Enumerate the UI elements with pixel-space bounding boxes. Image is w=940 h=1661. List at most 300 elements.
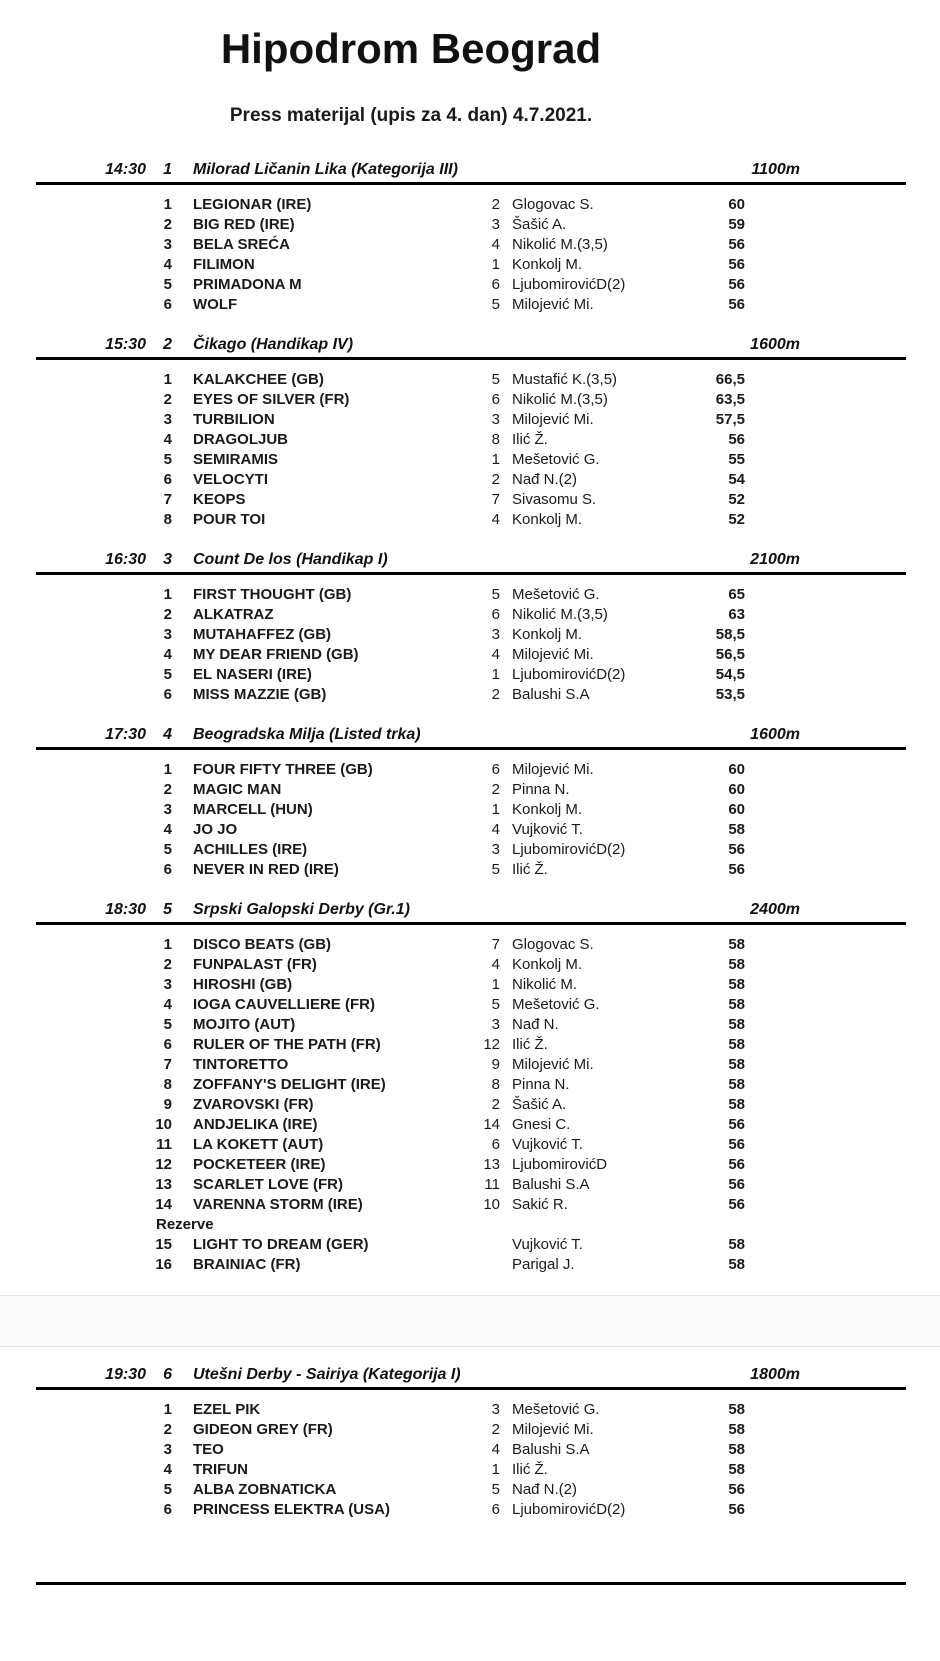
row-spacer xyxy=(745,195,906,215)
horse-name: MOJITO (AUT) xyxy=(193,1016,296,1033)
horse-name: TEO xyxy=(193,1441,224,1458)
header-spacer xyxy=(800,550,906,570)
race-section xyxy=(36,1365,906,1520)
weight-value: 56 xyxy=(728,1116,745,1133)
weight-value: 60 xyxy=(728,196,745,213)
entry-row xyxy=(36,995,906,1015)
entry-row xyxy=(36,605,906,625)
row-spacer xyxy=(745,430,906,450)
entry-number: 5 xyxy=(163,841,172,858)
entry-row xyxy=(36,840,906,860)
horse-name: KALAKCHEE (GB) xyxy=(193,371,324,388)
weight-value: 56 xyxy=(728,1196,745,1213)
row-spacer xyxy=(745,780,906,800)
row-spacer xyxy=(745,510,906,530)
race-header xyxy=(36,725,906,745)
entry-row xyxy=(36,975,906,995)
row-spacer xyxy=(745,1195,906,1215)
draw-number: 2 xyxy=(491,1096,500,1113)
weight-value: 60 xyxy=(728,801,745,818)
jockey-name: Mešetović G. xyxy=(512,451,600,468)
draw-number: 4 xyxy=(491,511,500,528)
entry-number: 6 xyxy=(163,1036,172,1053)
page-break xyxy=(0,1295,940,1347)
jockey-name: Pinna N. xyxy=(512,1076,570,1093)
jockey-name: Nađ N.(2) xyxy=(512,1481,578,1498)
horse-name: TURBILION xyxy=(193,411,275,428)
draw-number: 6 xyxy=(491,391,500,408)
entry-row xyxy=(36,490,906,510)
jockey-name: Balushi S.A xyxy=(512,1441,590,1458)
weight-value: 58 xyxy=(728,996,745,1013)
draw-number: 4 xyxy=(491,1441,500,1458)
entry-row xyxy=(36,1135,906,1155)
weight-value: 55 xyxy=(728,451,745,468)
entry-number: 2 xyxy=(163,606,172,623)
entry-number: 5 xyxy=(163,1481,172,1498)
entry-row xyxy=(36,955,906,975)
race-number: 3 xyxy=(163,551,172,568)
weight-value: 56 xyxy=(728,1136,745,1153)
entry-row xyxy=(36,1255,906,1275)
horse-name: WOLF xyxy=(193,296,238,313)
entry-number: 4 xyxy=(163,1461,172,1478)
draw-number: 1 xyxy=(491,801,500,818)
jockey-name: Mustafić K.(3,5) xyxy=(512,371,618,388)
row-spacer xyxy=(745,235,906,255)
entry-number: 3 xyxy=(163,801,172,818)
horse-name: HIROSHI (GB) xyxy=(193,976,293,993)
race-name: Srpski Galopski Derby (Gr.1) xyxy=(193,901,410,918)
horse-name: PRIMADONA M xyxy=(193,276,302,293)
entry-row xyxy=(36,625,906,645)
page-title: Hipodrom Beograd xyxy=(220,25,602,72)
horse-name: LIGHT TO DREAM (GER) xyxy=(193,1236,369,1253)
jockey-name: Glogovac S. xyxy=(512,936,594,953)
race-header xyxy=(36,1365,906,1385)
weight-value: 58,5 xyxy=(715,626,745,643)
entry-row xyxy=(36,1015,906,1035)
race-header-rule xyxy=(36,572,906,575)
jockey-name: Vujković T. xyxy=(512,821,583,838)
horse-name: LA KOKETT (AUT) xyxy=(193,1136,324,1153)
row-spacer xyxy=(745,820,906,840)
jockey-name: Milojević Mi. xyxy=(512,296,594,313)
draw-number: 3 xyxy=(491,1016,500,1033)
draw-number: 8 xyxy=(491,1076,500,1093)
row-spacer xyxy=(745,215,906,235)
row-spacer xyxy=(745,1255,906,1275)
jockey-name: Milojević Mi. xyxy=(512,1421,594,1438)
entry-row xyxy=(36,1175,906,1195)
horse-name: BRAINIAC (FR) xyxy=(193,1256,301,1273)
entries-list xyxy=(36,935,906,1275)
jockey-name: Mešetović G. xyxy=(512,996,600,1013)
entry-number: 14 xyxy=(155,1196,172,1213)
jockey-name: Milojević Mi. xyxy=(512,1056,594,1073)
row-spacer xyxy=(745,1075,906,1095)
weight-value: 56 xyxy=(728,236,745,253)
row-spacer xyxy=(745,295,906,315)
draw-number: 4 xyxy=(491,646,500,663)
jockey-name: Pinna N. xyxy=(512,781,570,798)
weight-value: 63 xyxy=(728,606,745,623)
weight-value: 58 xyxy=(728,1016,745,1033)
row-spacer xyxy=(745,410,906,430)
entry-row xyxy=(36,1440,906,1460)
horse-name: MISS MAZZIE (GB) xyxy=(193,686,327,703)
race-section xyxy=(36,725,906,880)
weight-value: 56 xyxy=(728,296,745,313)
entry-number: 5 xyxy=(163,1016,172,1033)
draw-number: 3 xyxy=(491,1401,500,1418)
horse-name: GIDEON GREY (FR) xyxy=(193,1421,333,1438)
jockey-name: Šašić A. xyxy=(512,1096,567,1113)
weight-value: 58 xyxy=(728,1401,745,1418)
entry-number: 4 xyxy=(163,996,172,1013)
jockey-name: LjubomirovićD xyxy=(512,1156,608,1173)
entries-list xyxy=(36,195,906,315)
draw-number: 2 xyxy=(491,686,500,703)
row-spacer xyxy=(745,390,906,410)
weight-value: 58 xyxy=(728,821,745,838)
horse-name: LEGIONAR (IRE) xyxy=(193,196,312,213)
row-spacer xyxy=(745,1035,906,1055)
weight-value: 58 xyxy=(728,1421,745,1438)
entry-number: 9 xyxy=(163,1096,172,1113)
draw-number: 6 xyxy=(491,276,500,293)
weight-value: 56 xyxy=(728,1176,745,1193)
horse-name: ZVAROVSKI (FR) xyxy=(193,1096,314,1113)
row-spacer xyxy=(745,685,906,705)
entry-row xyxy=(36,760,906,780)
entry-row xyxy=(36,470,906,490)
draw-number: 6 xyxy=(491,761,500,778)
draw-number: 6 xyxy=(491,1136,500,1153)
jockey-name: Konkolj M. xyxy=(512,511,583,528)
row-spacer xyxy=(745,1135,906,1155)
jockey-name: Parigal J. xyxy=(512,1256,575,1273)
horse-name: KEOPS xyxy=(193,491,246,508)
draw-number: 1 xyxy=(491,256,500,273)
entry-row xyxy=(36,1195,906,1215)
entry-row xyxy=(36,390,906,410)
jockey-name: Nikolić M.(3,5) xyxy=(512,391,608,408)
entry-number: 6 xyxy=(163,471,172,488)
horse-name: BELA SREĆA xyxy=(193,236,290,253)
race-time: 17:30 xyxy=(105,726,146,743)
row-spacer xyxy=(745,860,906,880)
entry-row xyxy=(36,1155,906,1175)
weight-value: 59 xyxy=(728,216,745,233)
weight-value: 58 xyxy=(728,1056,745,1073)
entry-row xyxy=(36,410,906,430)
weight-value: 65 xyxy=(728,586,745,603)
draw-number: 1 xyxy=(491,451,500,468)
entry-number: 16 xyxy=(155,1256,172,1273)
draw-number: 3 xyxy=(491,841,500,858)
draw-number: 9 xyxy=(491,1056,500,1073)
horse-name: SCARLET LOVE (FR) xyxy=(193,1176,343,1193)
draw-number: 5 xyxy=(491,296,500,313)
race-number: 6 xyxy=(163,1366,172,1383)
jockey-name: Konkolj M. xyxy=(512,256,583,273)
draw-number: 1 xyxy=(491,976,500,993)
row-spacer xyxy=(745,1095,906,1115)
entry-number: 8 xyxy=(163,1076,172,1093)
draw-number: 5 xyxy=(491,1481,500,1498)
horse-name: ALBA ZOBNATICKA xyxy=(193,1481,337,1498)
entry-number: 6 xyxy=(163,1501,172,1518)
entry-number: 1 xyxy=(163,371,172,388)
entry-number: 1 xyxy=(163,586,172,603)
entry-number: 2 xyxy=(163,781,172,798)
entry-number: 3 xyxy=(163,626,172,643)
weight-value: 63,5 xyxy=(715,391,745,408)
race-number: 5 xyxy=(163,901,172,918)
horse-name: JO JO xyxy=(193,821,238,838)
entry-row xyxy=(36,195,906,215)
jockey-name: Nikolić M.(3,5) xyxy=(512,606,608,623)
weight-value: 58 xyxy=(728,1441,745,1458)
draw-number: 3 xyxy=(491,626,500,643)
entry-row xyxy=(36,450,906,470)
race-name: Čikago (Handikap IV) xyxy=(193,336,354,353)
race-number: 2 xyxy=(163,336,172,353)
entry-number: 3 xyxy=(163,976,172,993)
entry-number: 2 xyxy=(163,216,172,233)
jockey-name: Milojević Mi. xyxy=(512,646,594,663)
entry-number: 4 xyxy=(163,256,172,273)
entry-number: 6 xyxy=(163,861,172,878)
weight-value: 56 xyxy=(728,841,745,858)
jockey-name: Mešetović G. xyxy=(512,1401,600,1418)
horse-name: POUR TOI xyxy=(193,511,266,528)
weight-value: 58 xyxy=(728,1036,745,1053)
jockey-name: Gnesi C. xyxy=(512,1116,571,1133)
jockey-name: Vujković T. xyxy=(512,1236,583,1253)
races-page-1 xyxy=(36,160,906,1275)
draw-number: 5 xyxy=(491,371,500,388)
entry-number: 15 xyxy=(155,1236,172,1253)
weight-value: 56 xyxy=(728,1501,745,1518)
horse-name: TINTORETTO xyxy=(193,1056,289,1073)
weight-value: 54 xyxy=(728,471,745,488)
entry-row xyxy=(36,780,906,800)
row-spacer xyxy=(745,1155,906,1175)
jockey-name: Konkolj M. xyxy=(512,801,583,818)
row-spacer xyxy=(745,800,906,820)
race-section xyxy=(36,900,906,1275)
draw-number: 6 xyxy=(491,606,500,623)
horse-name: VARENNA STORM (IRE) xyxy=(193,1196,363,1213)
draw-number: 5 xyxy=(491,861,500,878)
races-page-2 xyxy=(36,1365,906,1520)
jockey-name: Vujković T. xyxy=(512,1136,583,1153)
horse-name: FUNPALAST (FR) xyxy=(193,956,317,973)
weight-value: 60 xyxy=(728,761,745,778)
entry-row xyxy=(36,1115,906,1135)
horse-name: FOUR FIFTY THREE (GB) xyxy=(193,761,373,778)
entries-list xyxy=(36,760,906,880)
bottom-rule xyxy=(36,1582,906,1585)
draw-number: 12 xyxy=(483,1036,500,1053)
jockey-name: Mešetović G. xyxy=(512,586,600,603)
race-time: 19:30 xyxy=(105,1366,146,1383)
entry-row xyxy=(36,1420,906,1440)
horse-name: EYES OF SILVER (FR) xyxy=(193,391,350,408)
draw-number: 2 xyxy=(491,471,500,488)
race-distance: 1100m xyxy=(751,161,800,178)
race-number: 1 xyxy=(163,161,172,178)
draw-number: 2 xyxy=(491,1421,500,1438)
weight-value: 58 xyxy=(728,1236,745,1253)
race-header-rule xyxy=(36,182,906,185)
horse-name: ALKATRAZ xyxy=(193,606,274,623)
page-2 xyxy=(0,1347,940,1585)
entry-row xyxy=(36,820,906,840)
draw-number: 7 xyxy=(491,491,500,508)
row-spacer xyxy=(745,625,906,645)
horse-name: MY DEAR FRIEND (GB) xyxy=(193,646,359,663)
row-spacer xyxy=(745,665,906,685)
jockey-name: LjubomirovićD(2) xyxy=(512,666,626,683)
jockey-name: Milojević Mi. xyxy=(512,761,594,778)
row-spacer xyxy=(745,1235,906,1255)
row-spacer xyxy=(745,1500,906,1520)
race-name: Count De los (Handikap I) xyxy=(193,551,388,568)
row-spacer xyxy=(745,975,906,995)
row-spacer xyxy=(745,1015,906,1035)
jockey-name: Milojević Mi. xyxy=(512,411,594,428)
horse-name: EL NASERI (IRE) xyxy=(193,666,312,683)
race-distance: 1600m xyxy=(750,726,800,743)
horse-name: DRAGOLJUB xyxy=(193,431,289,448)
row-spacer xyxy=(745,1400,906,1420)
entry-number: 5 xyxy=(163,276,172,293)
entry-number: 3 xyxy=(163,236,172,253)
entry-row xyxy=(36,295,906,315)
row-spacer xyxy=(745,1055,906,1075)
draw-number: 6 xyxy=(491,1501,500,1518)
header-spacer xyxy=(800,900,906,920)
draw-number: 4 xyxy=(491,821,500,838)
weight-value: 66,5 xyxy=(715,371,745,388)
weight-value: 58 xyxy=(728,936,745,953)
weight-value: 56 xyxy=(728,861,745,878)
weight-value: 58 xyxy=(728,1096,745,1113)
entry-row xyxy=(36,800,906,820)
race-header xyxy=(36,160,906,180)
entry-row xyxy=(36,1480,906,1500)
entry-number: 1 xyxy=(163,1401,172,1418)
draw-number: 3 xyxy=(491,411,500,428)
race-distance: 2100m xyxy=(750,551,800,568)
weight-value: 54,5 xyxy=(715,666,745,683)
row-spacer xyxy=(745,470,906,490)
jockey-name: Ilić Ž. xyxy=(512,431,548,448)
draw-number: 8 xyxy=(491,431,500,448)
entry-row xyxy=(36,1075,906,1095)
entry-row xyxy=(36,1500,906,1520)
row-spacer xyxy=(745,255,906,275)
jockey-name: LjubomirovićD(2) xyxy=(512,276,626,293)
horse-name: TRIFUN xyxy=(193,1461,248,1478)
horse-name: SEMIRAMIS xyxy=(193,451,279,468)
weight-value: 58 xyxy=(728,1076,745,1093)
entry-row xyxy=(36,1035,906,1055)
entry-number: 6 xyxy=(163,296,172,313)
weight-value: 52 xyxy=(728,491,745,508)
entry-number: 5 xyxy=(163,666,172,683)
jockey-name: Ilić Ž. xyxy=(512,861,548,878)
row-spacer xyxy=(745,1115,906,1135)
row-spacer xyxy=(745,490,906,510)
title-block xyxy=(36,24,786,128)
row-spacer xyxy=(745,1420,906,1440)
entry-number: 1 xyxy=(163,761,172,778)
weight-value: 56 xyxy=(728,1156,745,1173)
horse-name: MARCELL (HUN) xyxy=(193,801,313,818)
horse-name: NEVER IN RED (IRE) xyxy=(193,861,339,878)
horse-name: ZOFFANY'S DELIGHT (IRE) xyxy=(193,1076,386,1093)
jockey-name: LjubomirovićD(2) xyxy=(512,1501,626,1518)
jockey-name: Konkolj M. xyxy=(512,626,583,643)
weight-value: 53,5 xyxy=(715,686,745,703)
entry-number: 12 xyxy=(155,1156,172,1173)
race-header-rule xyxy=(36,1387,906,1390)
weight-value: 58 xyxy=(728,976,745,993)
race-header-rule xyxy=(36,357,906,360)
race-distance: 1600m xyxy=(750,336,800,353)
race-name: Utešni Derby - Sairiya (Kategorija I) xyxy=(193,1366,461,1383)
draw-number: 3 xyxy=(491,216,500,233)
entry-row xyxy=(36,235,906,255)
race-header-rule xyxy=(36,922,906,925)
entry-number: 1 xyxy=(163,196,172,213)
horse-name: FIRST THOUGHT (GB) xyxy=(193,586,352,603)
race-header-rule xyxy=(36,747,906,750)
entry-row xyxy=(36,585,906,605)
weight-value: 56 xyxy=(728,256,745,273)
race-section xyxy=(36,160,906,315)
page-subtitle: Press materijal (upis za 4. dan) 4.7.2021. xyxy=(229,105,593,126)
draw-number: 4 xyxy=(491,956,500,973)
draw-number: 2 xyxy=(491,781,500,798)
entry-row xyxy=(36,935,906,955)
horse-name: ACHILLES (IRE) xyxy=(193,841,308,858)
horse-name: MUTAHAFFEZ (GB) xyxy=(193,626,332,643)
entry-number: 8 xyxy=(163,511,172,528)
race-header xyxy=(36,550,906,570)
entry-number: 3 xyxy=(163,411,172,428)
entry-row xyxy=(36,275,906,295)
draw-number xyxy=(452,1255,500,1275)
weight-value: 56 xyxy=(728,276,745,293)
entry-row xyxy=(36,370,906,390)
row-spacer xyxy=(745,275,906,295)
race-section xyxy=(36,335,906,530)
row-spacer xyxy=(745,995,906,1015)
row-spacer xyxy=(745,585,906,605)
jockey-name: Sakić R. xyxy=(512,1196,568,1213)
race-number: 4 xyxy=(163,726,172,743)
entry-row xyxy=(36,215,906,235)
jockey-name: Konkolj M. xyxy=(512,956,583,973)
race-time: 16:30 xyxy=(105,551,146,568)
jockey-name: Ilić Ž. xyxy=(512,1036,548,1053)
race-distance: 2400m xyxy=(750,901,800,918)
